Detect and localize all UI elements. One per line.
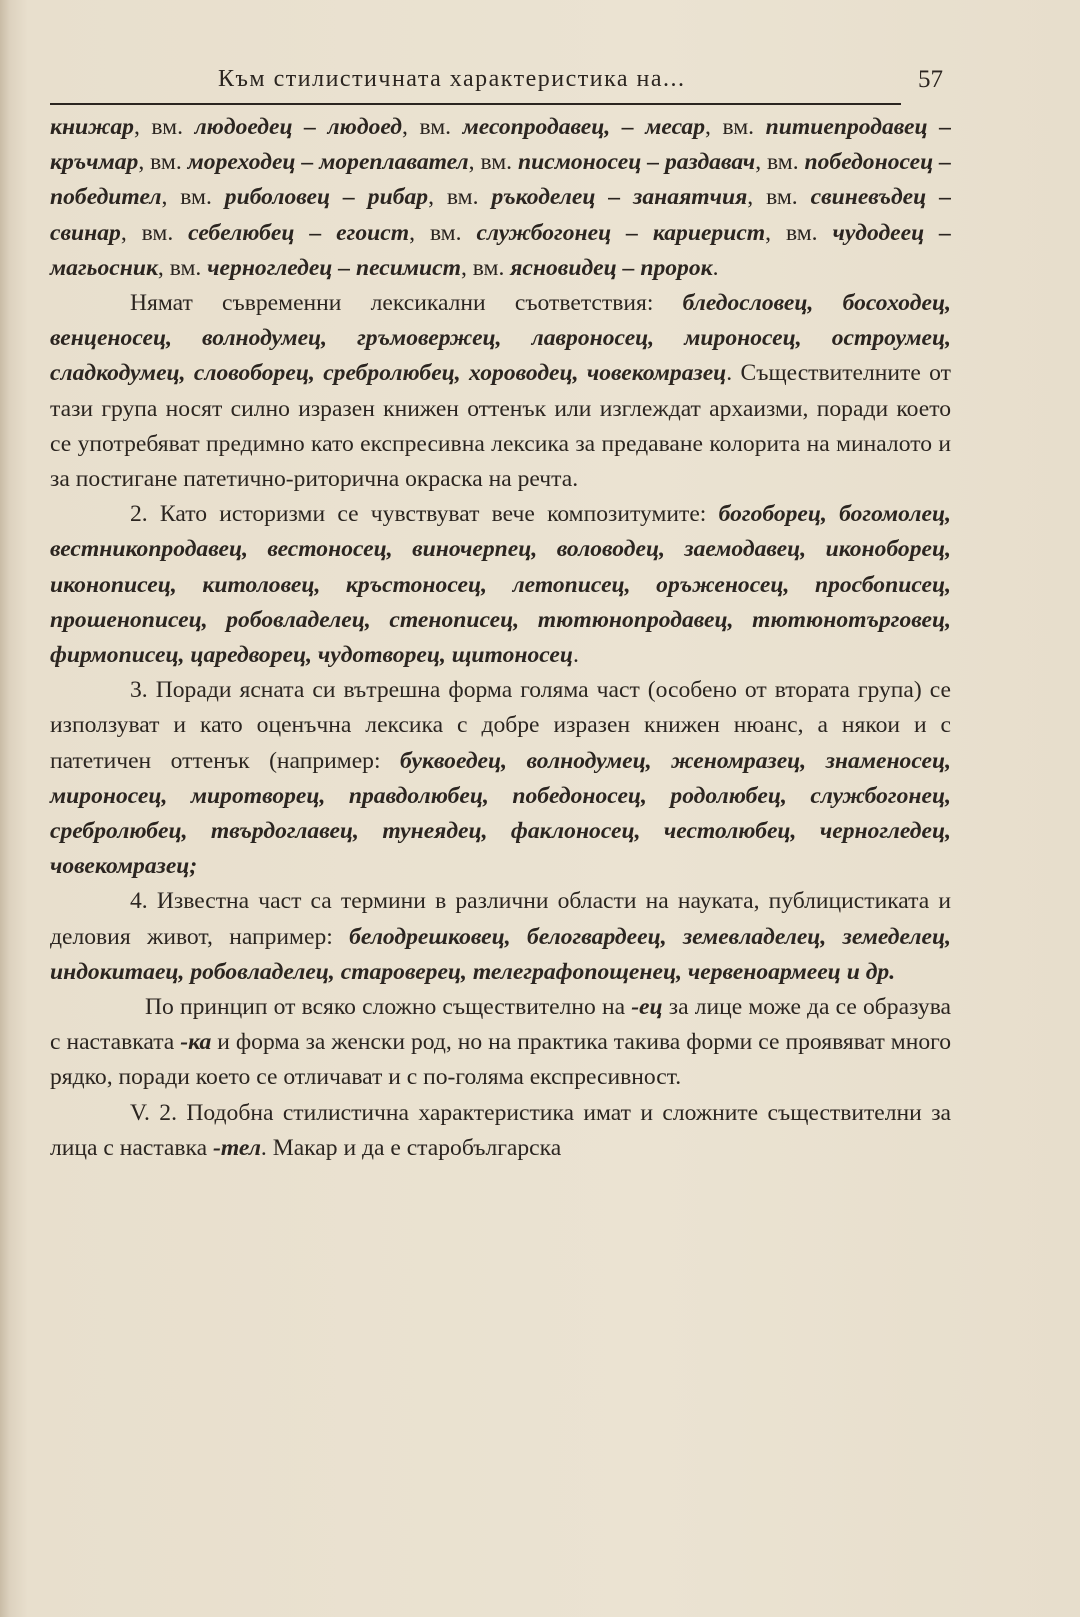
text-run: , вм. — [138, 149, 188, 176]
emphasized-text: победоносец – победител — [50, 149, 951, 211]
paragraph — [50, 673, 951, 884]
text-run: . Съществителните от тази група носят силно изразен книжен оттенък или изглеждат архаизми, поради което се употребяват предимно като експресивна лексика за предаване колорита на миналото и за постигане патетично-риторична окраска на речта. — [50, 360, 951, 493]
paragraph — [50, 497, 951, 673]
body-text — [50, 110, 951, 1166]
text-run: 2. Като историзми се чувствуват вече композитумите: — [130, 501, 719, 528]
text-run: , вм. — [409, 219, 477, 246]
emphasized-text: месопродавец, – месар — [462, 114, 706, 140]
emphasized-text: черногледец – песимист — [207, 254, 461, 281]
emphasized-text: ръкоделец – занаятчия — [491, 184, 748, 211]
emphasized-text: свиневъдец – свинар — [50, 184, 951, 246]
text-run: и форма за женски род, но на практика такива форми се проявяват много рядко, поради което се отличават и с по-голяма експресивност. — [50, 1029, 952, 1091]
emphasized-text: бледословец, босоходец, венценосец, волнодумец, гръмовержец, лавроносец, мироносец, остроумец, сладкодумец, словоборец, сребролюбец, хороводец, човекомразец — [50, 290, 951, 387]
emphasized-text: питиепродавец – кръчмар — [50, 114, 951, 176]
emphasized-text: богоборец, богомолец, вестникопродавец, вестоносец, виночерпец, воловодец, заемодавец, иконоборец, иконописец, китоловец, кръстоносец, летописец, оръженосец, просбописец, прошенописец, робовладелец, стенописец, тютюнопродавец, тютюнотърговец, фирмописец, царедворец, чудотворец, щитоносец — [50, 501, 951, 669]
emphasized-text: белодрешковец, белогвардеец, земевладелец, земеделец, индокитаец, робовладелец, староверец, телеграфопощенец, червеноармеец и др. — [50, 923, 951, 985]
text-run: , вм. — [120, 219, 189, 246]
emphasized-text: риболовец – рибар — [224, 184, 429, 211]
text-run: 4. Известна част са термини в различни области на науката, публицистиката и деловия живот, например: — [50, 888, 951, 950]
text-run: V. 2. Подобна стилистична характеристика имат и сложните съществителни за лица с наставка — [50, 1099, 951, 1161]
emphasized-text: книжар — [50, 114, 134, 140]
text-run: , вм. — [468, 149, 518, 176]
header-rule — [50, 103, 901, 105]
paragraph — [50, 286, 951, 497]
emphasized-text: буквоедец, волнодумец, женомразец, знаменосец, мироносец, миротворец, правдолюбец, победоносец, родолюбец, службогонец, сребролюбец, твърдоглавец, тунеядец, факлоносец, честолюбец, черногледец, човекомразец; — [50, 747, 951, 880]
emphasized-text: мореходец – мореплавател — [187, 149, 469, 176]
text-run: . Макар и да е старобългарска — [260, 1134, 562, 1161]
text-run: , вм. — [401, 114, 463, 140]
text-run: 3. Поради ясната си вътрешна форма голяма част (особено от втората група) се използуват и като оценъчна лексика с добре изразен книжен нюанс, а някои и с патетичен оттенък (например: — [50, 677, 951, 774]
emphasized-text: ясновидец – пророк — [510, 254, 713, 281]
emphasized-text: людоедец – людоед — [194, 114, 402, 140]
running-title: Към стилистичната характеристика на... — [218, 66, 686, 92]
paragraph — [50, 990, 951, 1096]
emphasized-text: -тел — [213, 1134, 261, 1161]
text-run: , вм. — [747, 184, 811, 211]
paragraph — [50, 884, 951, 990]
emphasized-text: службогонец – кариерист — [476, 219, 766, 246]
text-run: . — [573, 642, 579, 669]
running-header — [50, 66, 950, 106]
text-run: , вм. — [133, 114, 195, 140]
emphasized-text: себелюбец – егоист — [188, 219, 410, 246]
text-run: , вм. — [428, 184, 492, 211]
text-run: , вм. — [461, 254, 511, 281]
text-run: , вм. — [161, 184, 225, 211]
emphasized-text: -ка — [180, 1029, 212, 1056]
paragraph — [50, 1096, 951, 1166]
paragraph — [50, 110, 951, 286]
text-run: Нямат съвременни лексикални съответствия: — [130, 290, 683, 317]
page-number: 57 — [918, 66, 943, 93]
text-run: . — [712, 254, 719, 281]
text-run: за лице може да се образува с наставката — [50, 994, 952, 1056]
emphasized-text: чудодеец – магьосник — [50, 219, 951, 281]
text-run: , вм. — [157, 254, 208, 281]
text-run: , вм. — [755, 149, 805, 176]
text-run: По принцип от всяко сложно съществително на — [145, 994, 632, 1021]
emphasized-text: писмоносец – раздавач — [517, 149, 756, 176]
text-run: , вм. — [765, 219, 833, 246]
emphasized-text: -ец — [631, 994, 663, 1021]
text-run: , вм. — [705, 114, 766, 140]
